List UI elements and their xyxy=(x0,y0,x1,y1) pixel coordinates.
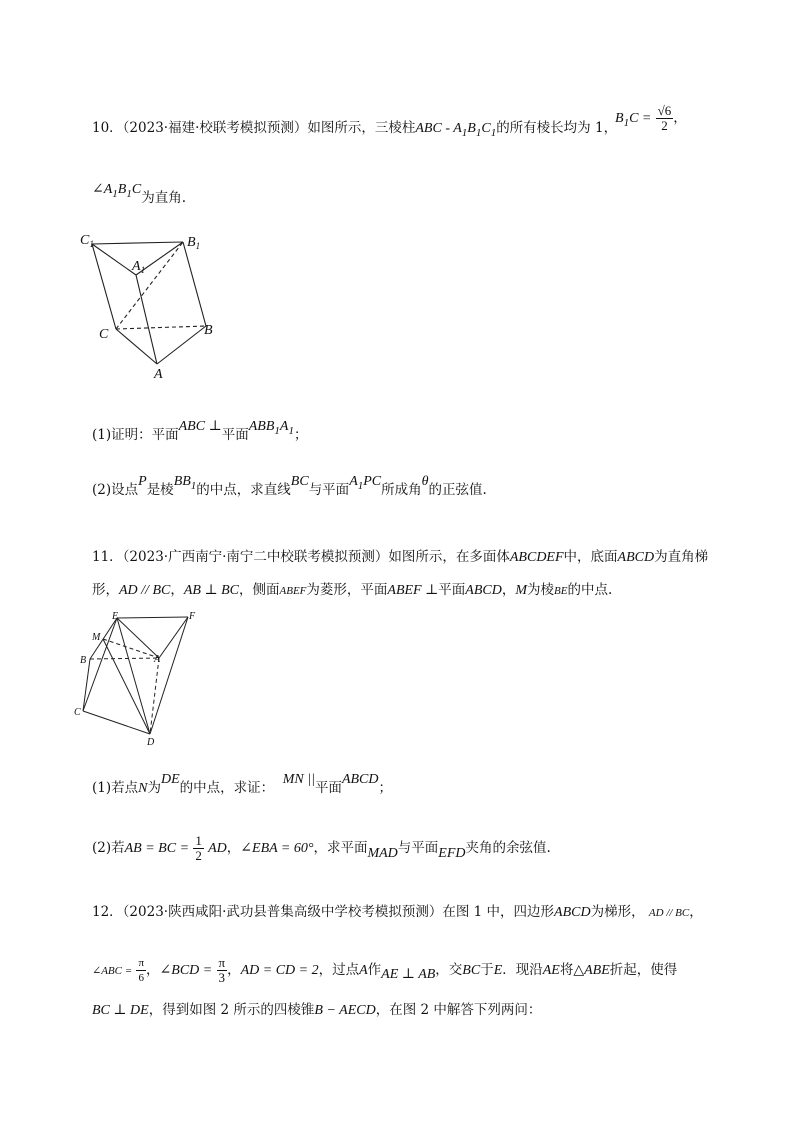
label-a1: $A_1$ xyxy=(132,259,146,275)
q10-part1: (1)证明：平面ABC ⊥平面$ABB_1A_1$； xyxy=(92,419,308,443)
pi-over-6: $\frac{\pi}{6}$ xyxy=(138,957,145,984)
label-c: C xyxy=(74,707,81,718)
label-a: A xyxy=(154,654,161,665)
prism-name: ABC - $A_1B_1C_1$ xyxy=(415,121,497,139)
q11-line1: 11．（2023·广西南宁·南宁二中校联考模拟预测）如图所示，在多面体ABCDEF中，底面ABCD为直角梯 xyxy=(92,549,709,565)
q10-b1c-expression: $B_1C$ = $\frac{√6}{2}$ ， xyxy=(615,103,687,133)
q11-part1: (1)若点N为DE的中点，求证： MN ||平面ABCD； xyxy=(92,772,392,796)
label-c: C xyxy=(99,327,109,342)
angle-a1b1c: $\angle A_1B_1C$ xyxy=(92,182,142,200)
label-b1: $B_1$ xyxy=(187,235,201,251)
one-half: $\frac{1}{2}$ xyxy=(195,833,202,863)
prism-figure xyxy=(80,228,230,383)
q12-line1: 12．（2023·陕西咸阳·武功县普集高级中学校考模拟预测）在图 1 中，四边形ABCD为梯形， AD // BC， xyxy=(92,904,703,920)
q11-line2: 形，AD // BC，AB ⊥ BC，侧面ABEF为菱形，平面ABEF ⊥平面ABCD，M为棱BE的中点. xyxy=(92,582,613,598)
plane-abc: ABC ⊥ xyxy=(178,419,222,434)
label-e: E xyxy=(112,611,119,622)
label-f: F xyxy=(189,611,196,622)
label-b: B xyxy=(80,655,87,666)
q11-part2: (2)若AB = BC = $\frac{1}{2}$ AD，∠EBA = 60°，求平面MAD与平面EFD夹角的余弦值. xyxy=(92,833,551,863)
sqrt6-over-2: $\frac{√6}{2}$ xyxy=(657,103,672,133)
label-m: M xyxy=(92,632,101,643)
q12-line3: BC ⊥ DE，得到如图 2 所示的四棱锥B − AECD，在图 2 中解答下列两问： xyxy=(92,1002,542,1018)
q12-line2: ∠ABC = $\frac{\pi}{6}$ ，∠BCD = $\frac{\pi}{3}$ ，AD = CD = 2，过点A作AE ⊥ AB，交BC于E．现沿AE将△ABE折起，使得 xyxy=(92,955,678,985)
q10-line1: 10．（2023·福建·校联考模拟预测）如图所示，三棱柱ABC - $A_1B_1C_1$的所有棱长均为 1， xyxy=(92,120,618,139)
label-d: D xyxy=(147,737,155,748)
pi-over-3: $\frac{\pi}{3}$ xyxy=(218,955,226,985)
label-c1: $C_1$ xyxy=(80,233,94,249)
label-a: A xyxy=(154,367,163,382)
polyhedron-figure xyxy=(72,608,212,748)
q10-part2: (2)设点P是棱$BB_1$的中点，求直线BC与平面$A_1PC$所成角θ的正弦值. xyxy=(92,474,487,498)
label-b: B xyxy=(204,323,213,338)
q10-line2: $\angle A_1B_1C$为直角. xyxy=(92,182,186,206)
plane-abb1a1: $ABB_1A_1$ xyxy=(248,419,294,437)
